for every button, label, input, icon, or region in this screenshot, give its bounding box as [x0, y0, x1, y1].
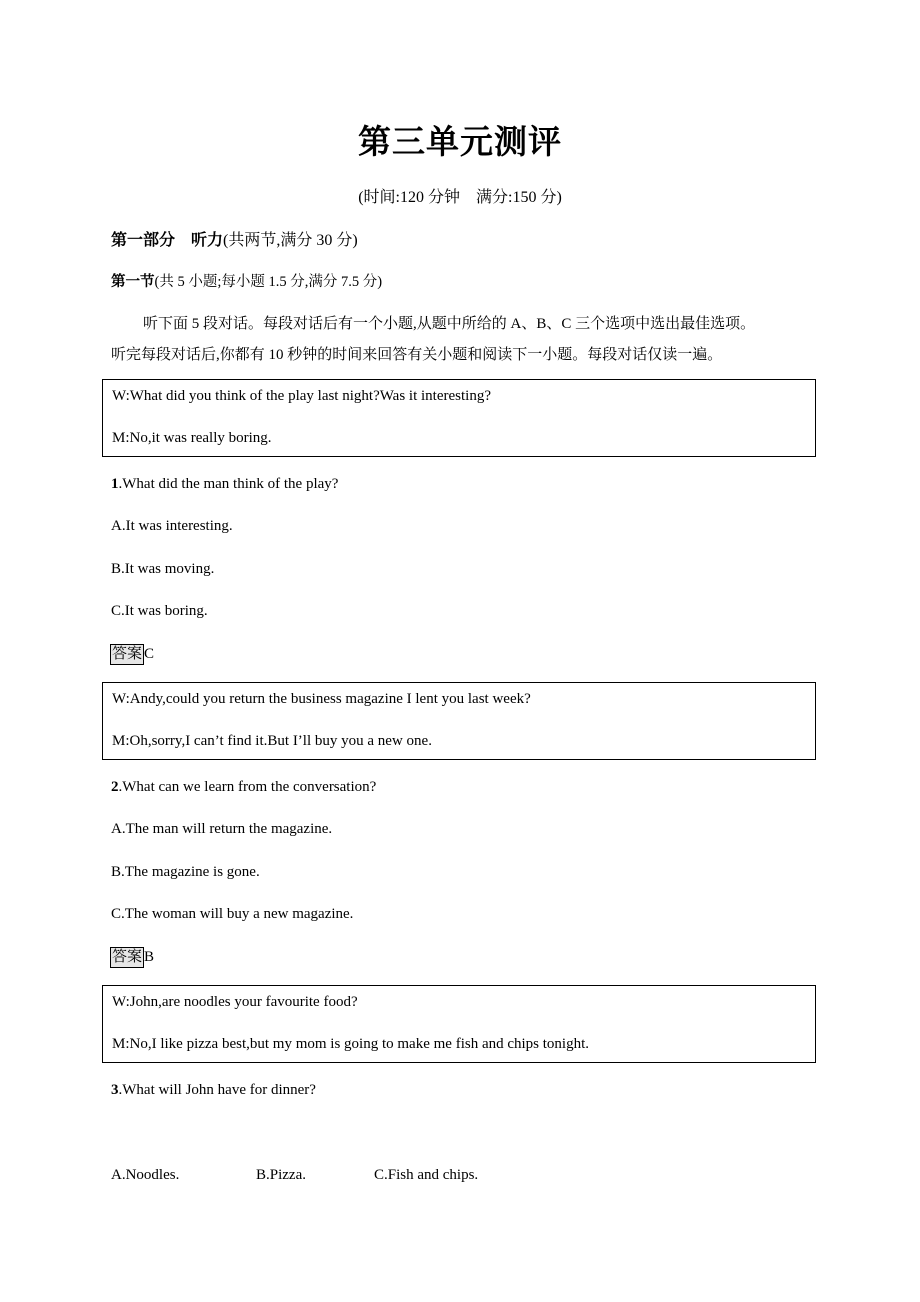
section-heading	[111, 270, 382, 291]
dialog-line: W:Andy,could you return the business magazine I lent you last week?	[112, 691, 531, 707]
dialog-box-2	[102, 682, 816, 760]
option-b: B.The magazine is gone.	[111, 864, 260, 880]
question-2	[111, 779, 376, 796]
answer-row-1	[110, 644, 154, 665]
answer-value: B	[144, 949, 155, 965]
instructions-line-1: 听下面 5 段对话。每段对话后有一个小题,从题中所给的 A、B、C 三个选项中选出最佳选项。	[143, 316, 756, 332]
question-stem: .What can we learn from the conversation?	[118, 779, 377, 795]
dialog-line: M:No,I like pizza best,but my mom is going to make me fish and chips tonight.	[112, 1036, 590, 1052]
exam-info: (时间:120 分钟 满分:150 分)	[358, 189, 562, 206]
option-c: C.The woman will buy a new magazine.	[111, 906, 354, 922]
option-a: A.It was interesting.	[111, 518, 233, 534]
question-stem: .What did the man think of the play?	[118, 476, 339, 492]
question-1	[111, 476, 338, 493]
part-heading	[111, 227, 358, 250]
dialog-line: W:John,are noodles your favourite food?	[112, 994, 358, 1010]
question-number: 3	[111, 1082, 119, 1098]
dialog-box-1	[102, 379, 816, 457]
dialog-line: M:Oh,sorry,I can’t find it.But I’ll buy you a new one.	[112, 733, 432, 749]
page-title: 第三单元测评	[358, 125, 562, 161]
part-label: 第一部分 听力	[111, 232, 224, 249]
section-label: 第一节	[111, 274, 155, 290]
answer-value: C	[144, 646, 155, 662]
question-3	[111, 1082, 316, 1099]
option-c: C.Fish and chips.	[374, 1167, 479, 1183]
dialog-box-3	[102, 985, 816, 1063]
dialog-line: W:What did you think of the play last night?Was it interesting?	[112, 388, 491, 404]
answer-tag: 答案	[110, 947, 144, 968]
answer-tag: 答案	[110, 644, 144, 665]
question-number: 1	[111, 476, 119, 492]
option-a: A.The man will return the magazine.	[111, 821, 333, 837]
answer-row-2	[110, 947, 154, 968]
option-b: B.It was moving.	[111, 561, 215, 577]
option-a: A.Noodles.	[111, 1167, 180, 1183]
option-c: C.It was boring.	[111, 603, 208, 619]
part-detail: (共两节,满分 30 分)	[223, 232, 358, 249]
instructions-line-2: 听完每段对话后,你都有 10 秒钟的时间来回答有关小题和阅读下一小题。每段对话仅读一遍。	[111, 347, 723, 363]
section-detail: (共 5 小题;每小题 1.5 分,满分 7.5 分)	[154, 274, 383, 290]
question-stem: .What will John have for dinner?	[118, 1082, 316, 1098]
question-number: 2	[111, 779, 119, 795]
dialog-line: M:No,it was really boring.	[112, 430, 272, 446]
option-b: B.Pizza.	[256, 1167, 306, 1183]
